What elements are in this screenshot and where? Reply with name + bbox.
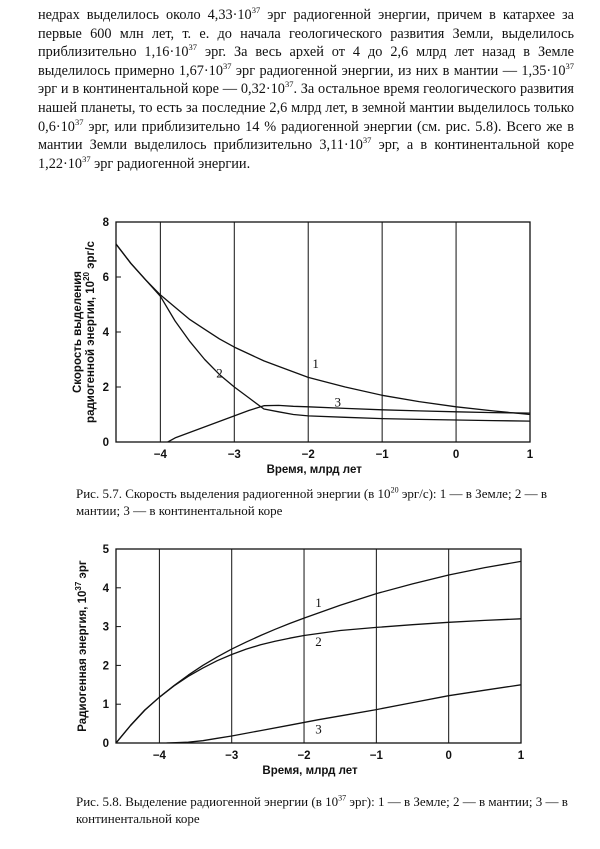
curve-label-1: 1 xyxy=(312,355,319,371)
x-axis-label: Время, млрд лет xyxy=(262,765,358,777)
series-line-2 xyxy=(116,244,530,421)
caption-text: эрг): 1 — в Земле; 2 — в мантии; 3 — в континентальной коре xyxy=(76,794,568,826)
exponent: 37 xyxy=(82,153,91,164)
chart-5-8 xyxy=(0,535,600,800)
curve-label-2: 2 xyxy=(216,365,223,381)
x-tick-label: −4 xyxy=(152,750,166,762)
exponent: 37 xyxy=(362,135,372,146)
exponent: 37 xyxy=(74,116,84,127)
y-tick-label: 1 xyxy=(102,699,109,712)
figure-5-8 xyxy=(0,535,600,800)
plot-frame xyxy=(116,222,530,442)
figure-5-7 xyxy=(0,208,600,498)
y-axis-label xyxy=(74,560,89,732)
y-tick-label: 2 xyxy=(102,660,109,673)
x-tick-label: 1 xyxy=(526,449,534,461)
caption-text: Рис. 5.7. Скорость выделения радиогенной энергии (в 10 xyxy=(76,486,391,501)
curve-label-1: 1 xyxy=(315,595,322,611)
x-tick-label: −2 xyxy=(301,449,315,461)
curve-label-3: 3 xyxy=(315,721,322,737)
series-line-1 xyxy=(116,244,530,415)
chart-5-7 xyxy=(0,208,600,498)
x-tick-label: −3 xyxy=(225,750,239,762)
y-tick-label: 3 xyxy=(102,621,109,634)
y-axis-label-line2 xyxy=(82,240,97,422)
curve-label-2: 2 xyxy=(315,634,322,649)
caption-text: эрг/с): 1 — в Земле; 2 — в мантии; 3 — в континентальной коре xyxy=(76,486,547,518)
exponent: 37 xyxy=(188,42,198,53)
caption-exponent: 37 xyxy=(338,793,347,803)
y-axis-label-line1: Скорость выделения xyxy=(72,271,84,393)
y-axis-label-unit: эрг/с xyxy=(85,241,97,273)
y-axis-label-exponent: 20 xyxy=(82,272,91,281)
x-tick-label: −1 xyxy=(369,750,383,762)
curve-label-3: 3 xyxy=(334,394,342,410)
paragraph-text-5: эрг и в континентальной коре — 0,32·10 xyxy=(38,81,285,98)
x-tick-label: −3 xyxy=(227,449,241,461)
paragraph-text-2: эрг радиогенной энергии, причем в катархее за первые 600 млн лет, т. е. до начала геологического развития Земли, выделилось приблизительно 1,16·10 xyxy=(38,7,574,61)
body-paragraph xyxy=(38,6,574,173)
y-tick-label: 2 xyxy=(102,382,109,394)
series-line-1 xyxy=(116,561,521,743)
exponent: 37 xyxy=(222,61,232,72)
x-axis-label: Время, млрд лет xyxy=(266,464,362,476)
paragraph-text-1: недрах выделилось около 4,33·10 xyxy=(38,7,252,23)
y-tick-label: 0 xyxy=(102,437,109,449)
series-line-3 xyxy=(168,405,530,442)
paragraph-text-7: эрг, или приблизительно 14 % радиогенной энергии (см. рис. 5.8). Всего же в мантии Земли выделилось приблизительно 3,11·10 xyxy=(38,118,574,154)
caption-text: Рис. 5.8. Выделение радиогенной энергии (в 10 xyxy=(76,794,339,809)
figure-5-7-caption xyxy=(76,485,576,519)
exponent: 37 xyxy=(251,5,261,16)
x-tick-label: 0 xyxy=(445,750,452,762)
series-line-3 xyxy=(167,685,521,743)
paragraph-text-8: эрг, а в континентальной коре 1,22·10 xyxy=(38,137,574,172)
y-tick-label: 8 xyxy=(102,217,109,229)
y-axis-label-exponent: 37 xyxy=(74,581,83,591)
y-tick-label: 4 xyxy=(102,327,109,339)
y-tick-label: 5 xyxy=(102,544,109,556)
x-tick-label: 1 xyxy=(517,750,525,762)
figure-5-8-caption xyxy=(76,793,576,827)
x-tick-label: −2 xyxy=(297,750,311,762)
paragraph-text-6: . За остальное время геологического развития нашей планеты, то есть за последние 2,6 млрд лет, в земной мантии выделилось только 0,6·10 xyxy=(38,81,574,135)
paragraph-text-3: эрг. За весь архей от 4 до 2,6 млрд лет назад в Земле выделилось примерно 1,67·10 xyxy=(38,44,575,79)
paragraph-text-9: эрг радиогенной энергии. xyxy=(90,155,251,172)
y-axis-label-unit: эрг xyxy=(77,560,89,582)
paragraph-text-4: эрг радиогенной энергии, из них в мантии — 1,35·10 xyxy=(231,62,566,79)
x-tick-label: 0 xyxy=(452,449,460,461)
y-tick-label: 4 xyxy=(102,582,109,595)
y-tick-label: 6 xyxy=(102,272,109,284)
y-axis-label-text: радиогенной энергии, 10 xyxy=(85,280,97,423)
y-axis-label-text: Радиогенная энергия, 10 xyxy=(77,590,89,732)
exponent: 37 xyxy=(565,61,574,72)
exponent: 37 xyxy=(284,79,294,90)
x-tick-label: −4 xyxy=(153,449,167,461)
x-tick-label: −1 xyxy=(375,449,389,461)
caption-exponent: 20 xyxy=(390,485,399,495)
y-tick-label: 0 xyxy=(102,738,109,750)
